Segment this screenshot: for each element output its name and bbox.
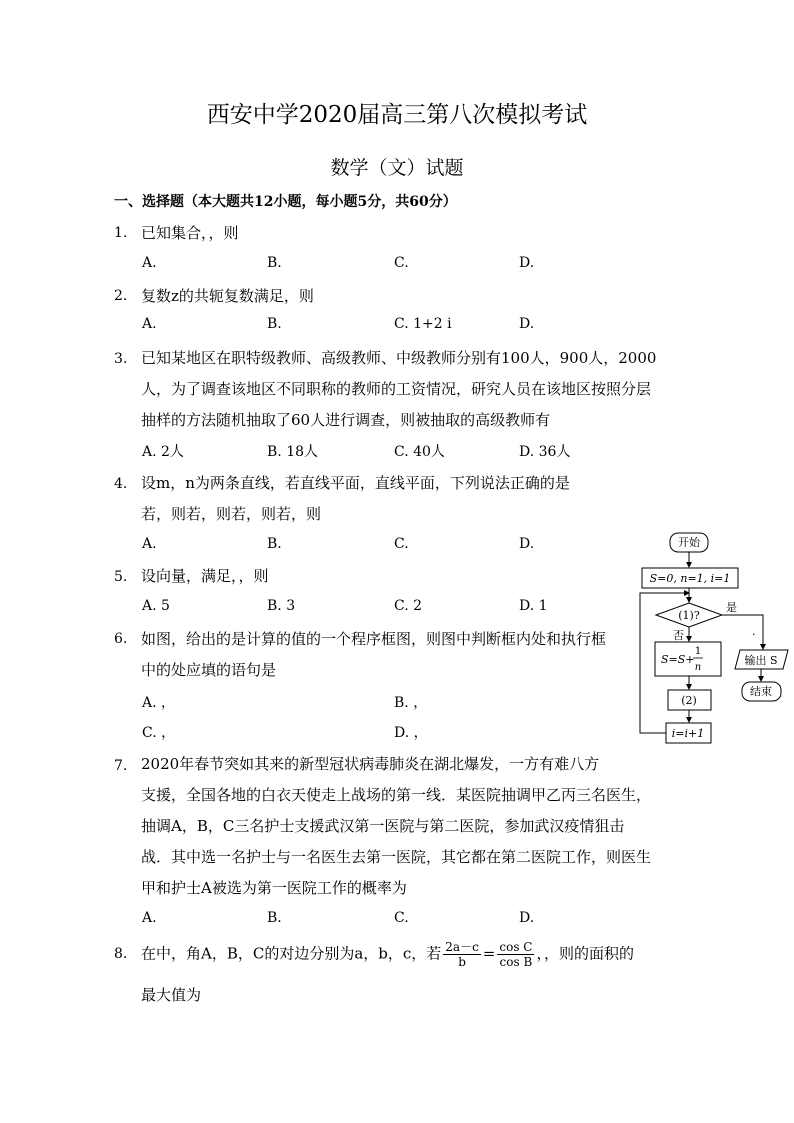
flow-no-label: 否 bbox=[673, 629, 684, 642]
question-2-text: 复数z的共轭复数满足，则 bbox=[141, 287, 314, 305]
q8-frac1-numerator: 2a－c bbox=[445, 940, 479, 954]
flow-output-label: 输出 S bbox=[744, 654, 778, 667]
question-2-number: 2. bbox=[114, 288, 128, 304]
question-7-line-5: 甲和护士A被选为第一医院工作的概率为 bbox=[141, 879, 407, 897]
q7-option-d: D. bbox=[519, 910, 535, 926]
q5-option-b: B. 3 bbox=[267, 598, 296, 614]
q2-option-a: A. bbox=[142, 316, 157, 332]
q8-fraction-right bbox=[497, 940, 534, 969]
question-3-line-1: 已知某地区在职特级教师、高级教师、中级教师分别有100人，900人，2000 bbox=[141, 349, 657, 367]
q8-text-before: 在中，角A，B，C的对边分别为a，b，c，若 bbox=[141, 944, 442, 963]
question-8-number: 8. bbox=[114, 946, 128, 962]
q5-option-c: C. 2 bbox=[394, 598, 423, 614]
question-1-text: 已知集合，，则 bbox=[141, 224, 239, 242]
flow-start-label: 开始 bbox=[678, 536, 700, 549]
q7-option-c: C. bbox=[394, 910, 409, 926]
exam-subtitle: 数学（文）试题 bbox=[330, 157, 464, 179]
q2-option-d: D. bbox=[519, 316, 535, 332]
q8-frac2-denominator: cos B bbox=[499, 955, 533, 969]
flow-assign-denominator: n bbox=[694, 662, 702, 673]
flow-yes-label: 是 bbox=[726, 601, 737, 614]
question-7-line-1: 2020年春节突如其来的新型冠状病毒肺炎在湖北爆发，一方有难八方 bbox=[141, 755, 600, 773]
exam-title: 西安中学2020届高三第八次模拟考试 bbox=[206, 102, 588, 128]
flow-init-label: S=0, n=1, i=1 bbox=[649, 572, 731, 585]
q2-option-b: B. bbox=[267, 316, 282, 332]
question-4-line-2: 若，则若，则若，则若，则 bbox=[141, 505, 322, 523]
question-4-number: 4. bbox=[114, 476, 128, 492]
q6-option-c: C. ， bbox=[142, 725, 176, 741]
question-6-line-2: 中的处应填的语句是 bbox=[141, 661, 277, 679]
q1-option-a: A. bbox=[142, 255, 157, 271]
q3-option-b: B. 18人 bbox=[267, 444, 319, 460]
q6-option-b: B. ， bbox=[394, 695, 428, 711]
q8-text-after: ，，则的面积的 bbox=[536, 944, 634, 963]
flow-decision-label: (1)? bbox=[678, 609, 700, 622]
q4-option-b: B. bbox=[267, 536, 282, 552]
question-5-number: 5. bbox=[114, 569, 128, 585]
q8-equals-sign: = bbox=[482, 944, 496, 963]
q1-option-b: B. bbox=[267, 255, 282, 271]
question-5-text: 设向量，满足，，则 bbox=[141, 567, 269, 585]
q8-frac2-numerator: cos C bbox=[499, 940, 533, 954]
q3-option-d: D. 36人 bbox=[519, 444, 571, 460]
question-8-line-1 bbox=[141, 940, 634, 969]
question-8-line-2: 最大值为 bbox=[141, 986, 202, 1004]
q2-option-c: C. 1+2 i bbox=[394, 316, 452, 332]
q6-option-a: A. ， bbox=[142, 695, 176, 711]
flow-increment-label: i=i+1 bbox=[671, 727, 705, 740]
flowchart bbox=[630, 530, 794, 748]
q4-option-a: A. bbox=[142, 536, 157, 552]
question-6-number: 6. bbox=[114, 631, 128, 647]
q1-option-d: D. bbox=[519, 255, 535, 271]
flow-assign-label: S=S+ bbox=[661, 653, 695, 666]
question-7-line-2: 支援，全国各地的白衣天使走上战场的第一线．某医院抽调甲乙丙三名医生， bbox=[141, 786, 652, 804]
question-7-line-3: 抽调A，B，C三名护士支援武汉第一医院与第二医院，参加武汉疫情狙击 bbox=[141, 817, 625, 835]
flow-dot: . bbox=[752, 625, 756, 638]
q1-option-c: C. bbox=[394, 255, 409, 271]
question-1-number: 1. bbox=[114, 225, 128, 241]
q4-option-c: C. bbox=[394, 536, 409, 552]
question-3-line-3: 抽样的方法随机抽取了60人进行调查，则被抽取的高级教师有 bbox=[141, 411, 551, 429]
q8-frac1-denominator: b bbox=[458, 955, 466, 969]
question-7-number: 7. bbox=[114, 758, 128, 774]
q7-option-b: B. bbox=[267, 910, 282, 926]
q4-option-d: D. bbox=[519, 536, 535, 552]
q5-option-a: A. 5 bbox=[142, 598, 170, 614]
flow-box-2-label: (2) bbox=[681, 694, 697, 707]
q8-fraction-left bbox=[443, 940, 481, 969]
section-heading: 一、选择题（本大题共12小题，每小题5分，共60分） bbox=[114, 194, 457, 210]
q5-option-d: D. 1 bbox=[519, 598, 548, 614]
q6-option-d: D. ， bbox=[394, 725, 428, 741]
flow-assign-numerator: 1 bbox=[694, 646, 702, 657]
question-4-line-1: 设m，n为两条直线，若直线平面，直线平面，下列说法正确的是 bbox=[141, 474, 570, 492]
q3-option-a: A. 2人 bbox=[142, 444, 184, 460]
q3-option-c: C. 40人 bbox=[394, 444, 445, 460]
question-3-line-2: 人，为了调查该地区不同职称的教师的工资情况，研究人员在该地区按照分层 bbox=[141, 380, 652, 398]
question-6-line-1: 如图，给出的是计算的值的一个程序框图，则图中判断框内处和执行框 bbox=[141, 630, 607, 648]
question-3-number: 3. bbox=[114, 351, 128, 367]
flow-end-label: 结束 bbox=[750, 685, 772, 698]
q7-option-a: A. bbox=[142, 910, 157, 926]
question-7-line-4: 战．其中选一名护士与一名医生去第一医院，其它都在第二医院工作，则医生 bbox=[141, 848, 652, 866]
